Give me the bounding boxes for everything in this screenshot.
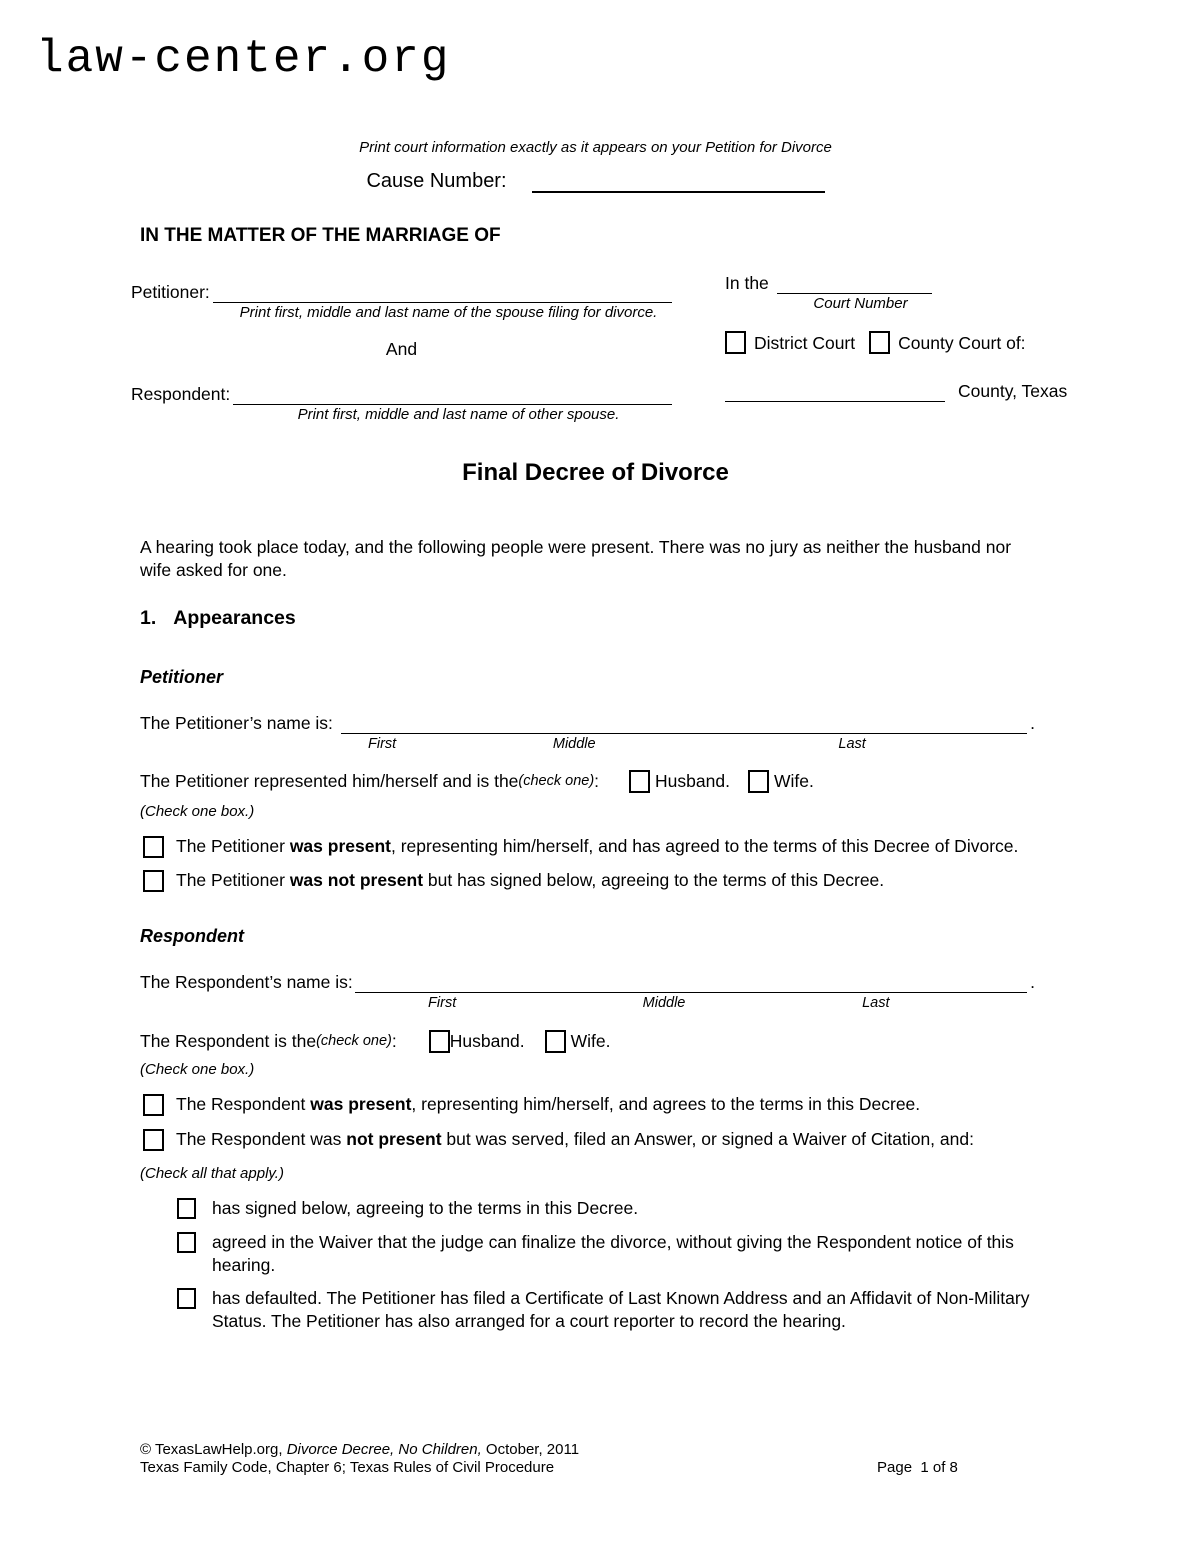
sub-option-has-defaulted: has defaulted. The Petitioner has filed a Certificate of Last Known Address and an Affidavit of Non-Military Status. The Petitioner has also arranged for a court reporter to record the hearing. xyxy=(177,1287,1191,1333)
petitioner-represented-row: The Petitioner represented him/herself and is the (check one) : Husband. Wife. xyxy=(140,771,814,791)
petitioner-option-was-not-present: The Petitioner was not present but has signed below, agreeing to the terms of this Decree. xyxy=(143,869,1191,892)
respondent-wife-checkbox[interactable] xyxy=(545,1030,566,1053)
husband-label: Husband. xyxy=(449,1031,525,1051)
petitioner-hint: Print first, middle and last name of the spouse filing for divorce. xyxy=(239,304,658,321)
court-info-instruction: Print court information exactly as it appears on your Petition for Divorce xyxy=(359,139,832,156)
middle-name-hint: Middle xyxy=(552,736,596,752)
respondent-is-the-row: The Respondent is the (check one) : Husband. Wife. xyxy=(140,1031,611,1051)
petitioner-husband-checkbox[interactable] xyxy=(629,770,650,793)
document-title: Final Decree of Divorce xyxy=(462,459,729,486)
wife-label: Wife. xyxy=(773,771,814,791)
represented-text: The Petitioner represented him/herself and is the xyxy=(140,771,519,791)
court-caption xyxy=(131,270,1191,422)
legal-reference: Texas Family Code, Chapter 6; Texas Rules of Civil Procedure xyxy=(140,1459,555,1476)
and-label: And xyxy=(385,339,418,359)
cause-number-field[interactable] xyxy=(532,169,825,193)
checkbox[interactable] xyxy=(177,1288,196,1309)
caption-parties-column xyxy=(131,270,672,422)
copyright-line: © TexasLawHelp.org, Divorce Decree, No Children, October, 2011 xyxy=(140,1441,580,1458)
petitioner-wife-checkbox[interactable] xyxy=(748,770,769,793)
petitioner-name-field[interactable] xyxy=(341,712,1027,752)
page-footer xyxy=(140,1441,1050,1477)
page-number: Page 1 of 8 xyxy=(877,1459,958,1476)
check-all-note: (Check all that apply.) xyxy=(140,1165,284,1182)
in-the-row xyxy=(725,270,1091,294)
husband-label: Husband. xyxy=(655,771,730,791)
period: . xyxy=(1030,972,1035,992)
respondent-name-field[interactable] xyxy=(355,971,1027,1011)
county-name-field[interactable] xyxy=(725,380,945,402)
county-court-label: County Court of: xyxy=(898,332,1026,353)
checkbox[interactable] xyxy=(143,1094,164,1116)
petitioner-label: Petitioner: xyxy=(131,282,210,302)
site-logo: law-center.org xyxy=(36,33,451,85)
sub-option-signed-below: has signed below, agreeing to the terms in this Decree. xyxy=(177,1197,1191,1220)
checkbox[interactable] xyxy=(143,1129,164,1151)
cause-number-label: Cause Number: xyxy=(366,170,507,192)
check-one-inline: (check one) xyxy=(518,773,595,789)
last-name-hint: Last xyxy=(838,736,866,752)
respondent-row xyxy=(131,381,672,405)
wife-label: Wife. xyxy=(570,1031,611,1051)
section-1-heading xyxy=(140,606,1191,630)
respondent-name-line xyxy=(140,971,1035,1011)
petitioner-row xyxy=(131,279,672,303)
sub-option-agreed-in-waiver: agreed in the Waiver that the judge can finalize the divorce, without giving the Respondent notice of this hearing. xyxy=(177,1231,1191,1277)
in-the-label: In the xyxy=(725,273,769,293)
petitioner-name-caption-field[interactable] xyxy=(213,281,672,303)
court-type-row xyxy=(725,331,1091,354)
respondent-name-label: The Respondent’s name is: xyxy=(140,972,353,992)
court-number-hint: Court Number xyxy=(813,295,908,312)
petitioner-name-label: The Petitioner’s name is: xyxy=(140,713,333,733)
respondent-hint: Print first, middle and last name of other spouse. xyxy=(297,406,620,423)
intro-paragraph: A hearing took place today, and the following people were present. There was no jury as neither the husband nor wife asked for one. xyxy=(140,537,1012,580)
checkbox[interactable] xyxy=(143,870,164,892)
petitioner-option-was-present: The Petitioner was present, representing him/herself, and has agreed to the terms of this Decree of Divorce. xyxy=(143,835,1191,858)
first-name-hint: First xyxy=(368,736,397,752)
caption-court-column xyxy=(725,270,1091,422)
checkbox[interactable] xyxy=(177,1232,196,1253)
respondent-option-not-present: The Respondent was not present but was served, filed an Answer, or signed a Waiver of Citation, and: xyxy=(143,1128,1191,1151)
petitioner-subheading: Petitioner xyxy=(140,667,224,687)
county-court-checkbox[interactable] xyxy=(869,331,890,354)
county-row xyxy=(725,378,1091,402)
last-name-hint: Last xyxy=(862,995,890,1011)
respondent-name-caption-field[interactable] xyxy=(233,383,672,405)
footer-second-line xyxy=(140,1459,1050,1477)
first-name-hint: First xyxy=(428,995,457,1011)
check-one-box-note: (Check one box.) xyxy=(140,803,255,820)
district-court-label: District Court xyxy=(754,332,856,353)
matter-heading: IN THE MATTER OF THE MARRIAGE OF xyxy=(140,225,501,246)
court-number-field[interactable] xyxy=(777,272,932,294)
respondent-label: Respondent: xyxy=(131,384,231,404)
checkbox[interactable] xyxy=(143,836,164,858)
county-texas-label: County, Texas xyxy=(958,381,1068,401)
district-court-checkbox[interactable] xyxy=(725,331,746,354)
check-one-inline: (check one) xyxy=(316,1033,392,1049)
check-one-box-note: (Check one box.) xyxy=(140,1061,255,1078)
period: . xyxy=(1030,713,1035,733)
respondent-subheading: Respondent xyxy=(140,926,245,946)
middle-name-hint: Middle xyxy=(642,995,686,1011)
section-name: Appearances xyxy=(173,607,296,629)
checkbox[interactable] xyxy=(177,1198,196,1219)
is-the-text: The Respondent is the xyxy=(140,1031,317,1051)
section-number: 1. xyxy=(140,607,157,629)
petitioner-name-line xyxy=(140,712,1035,752)
cause-number-row xyxy=(0,167,1191,193)
respondent-option-was-present: The Respondent was present, representing him/herself, and agrees to the terms in this Decree. xyxy=(143,1093,1191,1116)
respondent-husband-checkbox[interactable] xyxy=(429,1030,450,1053)
